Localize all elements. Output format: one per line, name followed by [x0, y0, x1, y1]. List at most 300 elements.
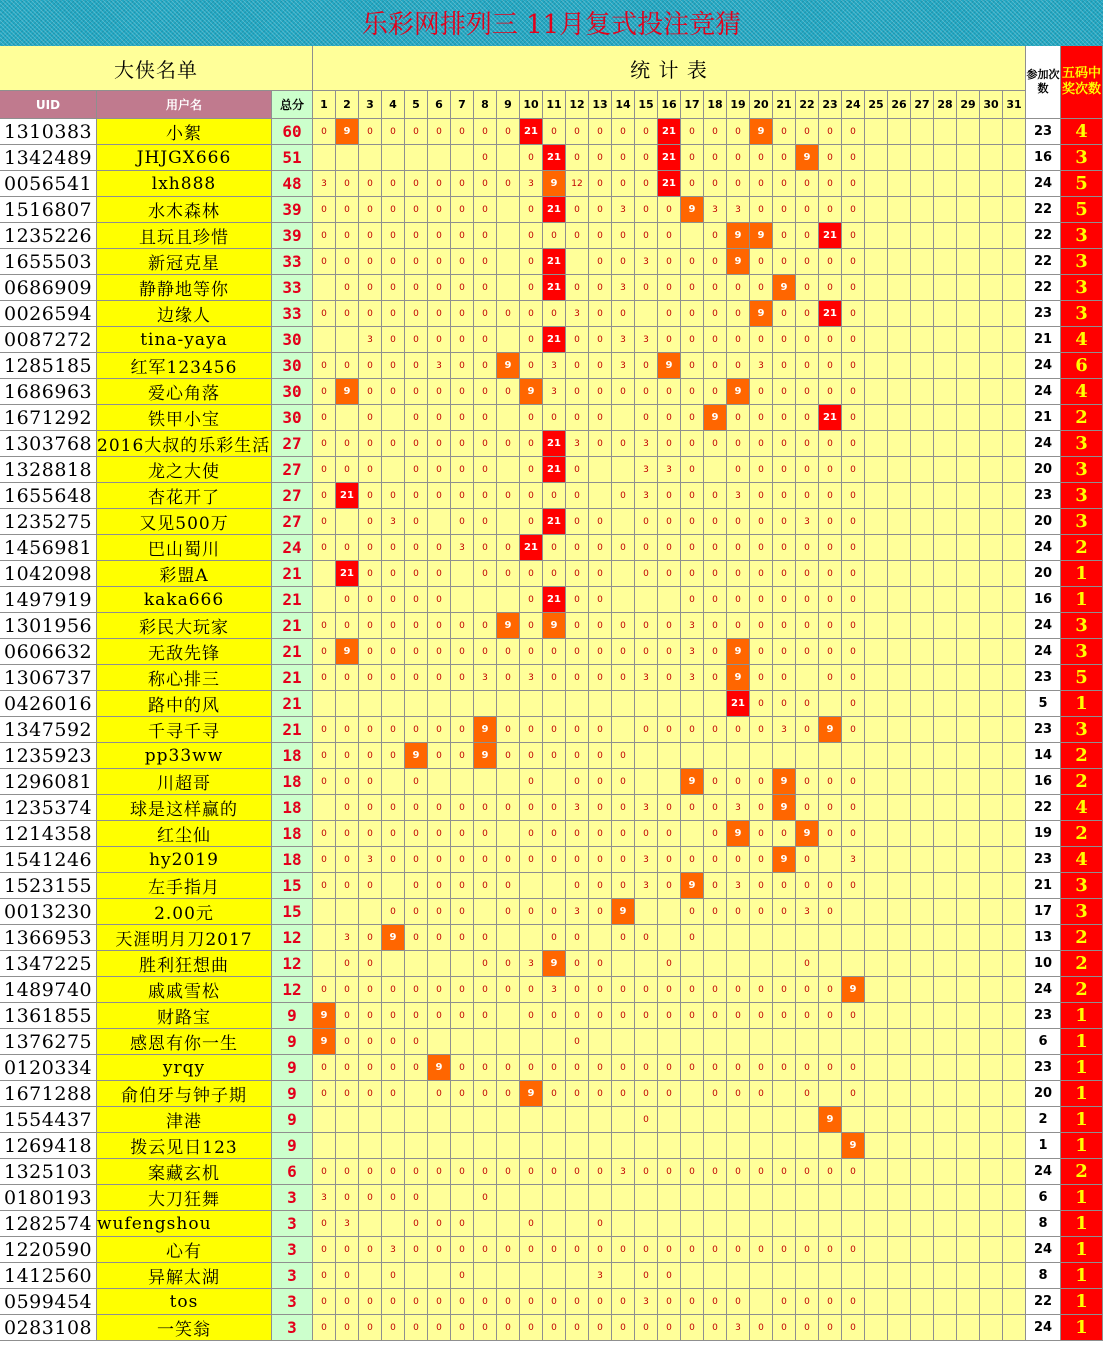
day-score-cell: 0 [474, 483, 497, 509]
day-score-cell [635, 587, 658, 613]
day-score-cell [704, 1211, 727, 1237]
day-score-cell [865, 1289, 888, 1315]
day-score-cell: 0 [681, 119, 704, 145]
day-score-cell: 0 [773, 691, 796, 717]
day-score-cell: 0 [681, 275, 704, 301]
day-score-cell [773, 1263, 796, 1289]
day-score-cell: 0 [796, 977, 819, 1003]
day-score-cell: 21 [819, 301, 842, 327]
day-score-cell [1003, 483, 1026, 509]
day-score-cell: 0 [336, 223, 359, 249]
day-score-cell: 0 [635, 1315, 658, 1341]
day-score-cell [566, 1107, 589, 1133]
total-score: 15 [272, 899, 313, 925]
day-score-cell: 0 [520, 327, 543, 353]
day-score-cell: 0 [474, 795, 497, 821]
day-score-cell [934, 1211, 957, 1237]
participation-count: 24 [1026, 613, 1061, 639]
day-score-cell: 0 [566, 769, 589, 795]
day-score-cell: 0 [704, 1081, 727, 1107]
day-score-cell [819, 1081, 842, 1107]
wins-count: 4 [1061, 119, 1103, 145]
day-score-cell [520, 691, 543, 717]
day-score-cell: 0 [474, 145, 497, 171]
day-score-cell [566, 1185, 589, 1211]
day-score-cell: 0 [382, 119, 405, 145]
day-score-cell [911, 1159, 934, 1185]
day-score-cell [681, 951, 704, 977]
day-score-cell: 0 [612, 639, 635, 665]
day-score-cell: 0 [796, 1081, 819, 1107]
day-score-cell [911, 379, 934, 405]
day-header: 2 [336, 91, 359, 119]
day-score-cell: 0 [612, 249, 635, 275]
day-score-cell [474, 587, 497, 613]
day-score-cell: 0 [842, 301, 865, 327]
day-score-cell [980, 977, 1003, 1003]
day-score-cell: 0 [336, 1315, 359, 1341]
participation-count: 24 [1026, 353, 1061, 379]
day-score-cell: 0 [819, 171, 842, 197]
day-score-cell [911, 665, 934, 691]
day-score-cell: 0 [336, 1289, 359, 1315]
day-score-cell [888, 847, 911, 873]
day-score-cell: 0 [750, 1315, 773, 1341]
day-score-cell: 0 [773, 1315, 796, 1341]
day-score-cell [888, 301, 911, 327]
day-score-cell [382, 1107, 405, 1133]
day-score-cell: 3 [382, 509, 405, 535]
user-uid: 0056541 [0, 171, 97, 197]
day-score-cell [1003, 639, 1026, 665]
day-score-cell [911, 249, 934, 275]
day-score-cell: 0 [405, 925, 428, 951]
day-score-cell [888, 249, 911, 275]
day-score-cell [865, 587, 888, 613]
participation-count: 22 [1026, 275, 1061, 301]
day-score-cell: 0 [773, 223, 796, 249]
user-uid: 1235374 [0, 795, 97, 821]
day-score-cell [934, 821, 957, 847]
day-score-cell: 0 [704, 1003, 727, 1029]
day-score-cell [911, 1107, 934, 1133]
day-score-cell [704, 1107, 727, 1133]
participation-count: 8 [1026, 1211, 1061, 1237]
day-score-cell: 0 [681, 1003, 704, 1029]
day-score-cell: 0 [819, 457, 842, 483]
day-header: 4 [382, 91, 405, 119]
day-score-cell [980, 301, 1003, 327]
day-score-cell: 0 [727, 1237, 750, 1263]
day-score-cell: 0 [474, 1055, 497, 1081]
day-score-cell: 0 [451, 119, 474, 145]
day-score-cell [1003, 1159, 1026, 1185]
day-score-cell: 0 [359, 821, 382, 847]
participation-count: 6 [1026, 1029, 1061, 1055]
day-score-cell: 0 [589, 119, 612, 145]
participation-count: 23 [1026, 301, 1061, 327]
day-score-cell: 0 [704, 379, 727, 405]
day-score-cell: 0 [773, 197, 796, 223]
day-score-cell [911, 327, 934, 353]
day-score-cell: 0 [773, 301, 796, 327]
day-score-cell: 0 [681, 535, 704, 561]
total-score: 6 [272, 1159, 313, 1185]
wins-count: 1 [1061, 1211, 1103, 1237]
day-score-cell: 0 [497, 171, 520, 197]
day-score-cell: 0 [359, 1237, 382, 1263]
day-score-cell: 0 [566, 587, 589, 613]
day-score-cell [819, 951, 842, 977]
day-score-cell: 0 [842, 795, 865, 821]
day-score-cell: 0 [543, 561, 566, 587]
day-score-cell: 0 [474, 951, 497, 977]
day-score-cell [681, 1107, 704, 1133]
day-score-cell: 0 [405, 1315, 428, 1341]
day-score-cell [543, 1029, 566, 1055]
day-score-cell [612, 405, 635, 431]
day-score-cell: 0 [405, 197, 428, 223]
day-score-cell: 0 [727, 1289, 750, 1315]
day-score-cell: 0 [635, 821, 658, 847]
day-score-cell: 0 [336, 197, 359, 223]
day-score-cell [1003, 275, 1026, 301]
day-score-cell [1003, 1315, 1026, 1341]
day-score-cell [888, 639, 911, 665]
day-score-cell: 0 [382, 431, 405, 457]
day-score-cell: 0 [727, 275, 750, 301]
day-score-cell [382, 951, 405, 977]
day-score-cell: 0 [750, 1159, 773, 1185]
day-score-cell [313, 899, 336, 925]
day-score-cell [497, 1133, 520, 1159]
day-score-cell: 0 [382, 301, 405, 327]
day-score-cell: 0 [474, 1185, 497, 1211]
day-score-cell [865, 665, 888, 691]
day-score-cell: 3 [520, 951, 543, 977]
day-score-cell: 0 [313, 223, 336, 249]
day-score-cell: 0 [842, 769, 865, 795]
day-score-cell: 9 [405, 743, 428, 769]
day-score-cell: 9 [750, 119, 773, 145]
user-name: lxh888 [97, 171, 272, 197]
day-score-cell: 0 [589, 1289, 612, 1315]
day-score-cell: 0 [589, 379, 612, 405]
day-score-cell [888, 1185, 911, 1211]
day-score-cell [957, 1185, 980, 1211]
day-score-cell [1003, 405, 1026, 431]
day-score-cell: 9 [382, 925, 405, 951]
day-score-cell: 0 [635, 561, 658, 587]
day-score-cell: 0 [405, 769, 428, 795]
day-score-cell [865, 197, 888, 223]
user-name: 2016大叔的乐彩生活 [97, 431, 272, 457]
day-score-cell: 0 [543, 483, 566, 509]
day-score-cell: 0 [750, 145, 773, 171]
day-score-cell [888, 561, 911, 587]
user-uid: 0180193 [0, 1185, 97, 1211]
day-score-cell: 0 [589, 977, 612, 1003]
day-score-cell: 0 [451, 743, 474, 769]
day-score-cell: 3 [727, 873, 750, 899]
day-score-cell: 0 [704, 873, 727, 899]
wins-count: 3 [1061, 145, 1103, 171]
day-score-cell: 0 [497, 1055, 520, 1081]
day-score-cell: 0 [497, 795, 520, 821]
day-score-cell: 3 [313, 171, 336, 197]
day-score-cell: 0 [497, 665, 520, 691]
day-score-cell: 0 [819, 379, 842, 405]
stats-header: 统 计 表 [313, 46, 1026, 91]
day-score-cell [750, 1029, 773, 1055]
day-score-cell: 0 [796, 379, 819, 405]
day-score-cell: 0 [750, 327, 773, 353]
day-score-cell: 0 [842, 171, 865, 197]
day-score-cell: 0 [451, 1159, 474, 1185]
day-score-cell [980, 951, 1003, 977]
wins-count: 4 [1061, 795, 1103, 821]
user-uid: 1516807 [0, 197, 97, 223]
day-score-cell: 0 [520, 899, 543, 925]
user-name: pp33ww [97, 743, 272, 769]
day-score-cell: 0 [658, 795, 681, 821]
day-score-cell: 3 [382, 1237, 405, 1263]
day-score-cell: 0 [543, 1003, 566, 1029]
day-score-cell: 0 [313, 353, 336, 379]
day-score-cell: 0 [773, 1237, 796, 1263]
day-score-cell [750, 925, 773, 951]
day-score-cell: 0 [589, 171, 612, 197]
day-score-cell: 0 [727, 847, 750, 873]
day-score-cell [497, 197, 520, 223]
user-name: 天涯明月刀2017 [97, 925, 272, 951]
day-score-cell: 21 [658, 119, 681, 145]
day-score-cell [957, 509, 980, 535]
day-score-cell: 0 [750, 249, 773, 275]
day-score-cell [865, 717, 888, 743]
day-score-cell: 0 [589, 1003, 612, 1029]
day-score-cell: 0 [796, 951, 819, 977]
day-score-cell [957, 353, 980, 379]
day-score-cell: 0 [382, 197, 405, 223]
day-score-cell [1003, 1003, 1026, 1029]
day-score-cell: 0 [428, 639, 451, 665]
day-header: 7 [451, 91, 474, 119]
day-score-cell: 0 [658, 561, 681, 587]
day-score-cell: 0 [727, 119, 750, 145]
day-header: 30 [980, 91, 1003, 119]
day-score-cell: 0 [658, 1315, 681, 1341]
day-score-cell: 0 [520, 639, 543, 665]
day-score-cell: 9 [773, 795, 796, 821]
day-score-cell: 0 [704, 977, 727, 1003]
day-score-cell [359, 899, 382, 925]
day-score-cell [451, 691, 474, 717]
total-score: 51 [272, 145, 313, 171]
day-score-cell [589, 691, 612, 717]
day-score-cell: 0 [359, 353, 382, 379]
user-name: 边缘人 [97, 301, 272, 327]
day-score-cell: 0 [796, 119, 819, 145]
day-score-cell [428, 1185, 451, 1211]
day-score-cell [1003, 171, 1026, 197]
day-score-cell: 0 [405, 405, 428, 431]
day-score-cell [819, 1211, 842, 1237]
user-uid: 1342489 [0, 145, 97, 171]
day-score-cell [612, 561, 635, 587]
day-score-cell: 0 [727, 587, 750, 613]
user-name: 千寻千寻 [97, 717, 272, 743]
day-score-cell: 3 [796, 899, 819, 925]
day-score-cell [727, 925, 750, 951]
day-score-cell [1003, 327, 1026, 353]
day-score-cell: 0 [727, 405, 750, 431]
user-uid: 0087272 [0, 327, 97, 353]
total-score: 27 [272, 431, 313, 457]
day-score-cell [727, 743, 750, 769]
day-score-cell: 0 [359, 717, 382, 743]
day-score-cell: 0 [405, 1185, 428, 1211]
day-score-cell [957, 405, 980, 431]
day-score-cell [658, 743, 681, 769]
day-score-cell: 0 [589, 769, 612, 795]
day-score-cell: 0 [704, 1315, 727, 1341]
participation-count: 24 [1026, 171, 1061, 197]
day-score-cell: 0 [750, 483, 773, 509]
day-score-cell: 0 [727, 431, 750, 457]
day-score-cell: 0 [589, 145, 612, 171]
day-score-cell [704, 1263, 727, 1289]
day-score-cell: 0 [405, 483, 428, 509]
participation-count: 23 [1026, 665, 1061, 691]
day-score-cell: 0 [313, 197, 336, 223]
user-uid: 1523155 [0, 873, 97, 899]
day-score-cell: 0 [796, 769, 819, 795]
day-score-cell: 0 [658, 405, 681, 431]
day-score-cell: 3 [727, 483, 750, 509]
day-score-cell: 0 [566, 405, 589, 431]
user-uid: 1497919 [0, 587, 97, 613]
day-score-cell: 0 [451, 431, 474, 457]
day-score-cell: 0 [750, 535, 773, 561]
day-score-cell: 0 [520, 847, 543, 873]
day-score-cell: 0 [612, 847, 635, 873]
day-score-cell: 0 [382, 327, 405, 353]
day-score-cell: 0 [451, 977, 474, 1003]
day-score-cell [980, 1263, 1003, 1289]
day-score-cell: 0 [405, 431, 428, 457]
day-score-cell: 0 [382, 1081, 405, 1107]
day-score-cell: 0 [796, 1315, 819, 1341]
day-score-cell: 0 [566, 145, 589, 171]
day-score-cell: 0 [612, 301, 635, 327]
day-score-cell: 0 [543, 405, 566, 431]
day-score-cell: 0 [589, 509, 612, 535]
day-score-cell: 0 [589, 275, 612, 301]
day-score-cell [313, 327, 336, 353]
user-name: 戚戚雪松 [97, 977, 272, 1003]
day-score-cell: 0 [520, 249, 543, 275]
day-score-cell [957, 1263, 980, 1289]
wins-count: 1 [1061, 1237, 1103, 1263]
day-score-cell: 21 [543, 431, 566, 457]
day-score-cell: 0 [842, 379, 865, 405]
day-score-cell [911, 795, 934, 821]
day-header: 25 [865, 91, 888, 119]
day-score-cell: 0 [566, 821, 589, 847]
day-score-cell [980, 145, 1003, 171]
day-score-cell [520, 1029, 543, 1055]
day-score-cell [1003, 821, 1026, 847]
total-score: 18 [272, 821, 313, 847]
day-score-cell: 0 [773, 327, 796, 353]
day-score-cell: 0 [750, 457, 773, 483]
day-score-cell: 0 [842, 1289, 865, 1315]
day-score-cell: 0 [589, 951, 612, 977]
day-score-cell: 0 [520, 405, 543, 431]
day-score-cell: 0 [543, 639, 566, 665]
day-header: 16 [658, 91, 681, 119]
day-score-cell [934, 197, 957, 223]
day-score-cell [796, 925, 819, 951]
day-score-cell [497, 457, 520, 483]
day-score-cell [911, 1289, 934, 1315]
day-score-cell: 0 [819, 795, 842, 821]
day-score-cell: 0 [727, 353, 750, 379]
day-score-cell: 0 [359, 925, 382, 951]
day-score-cell: 0 [727, 457, 750, 483]
day-score-cell [980, 379, 1003, 405]
day-score-cell [612, 717, 635, 743]
day-score-cell: 0 [451, 171, 474, 197]
wins-count: 1 [1061, 1055, 1103, 1081]
day-score-cell [1003, 1185, 1026, 1211]
day-score-cell [957, 223, 980, 249]
participation-count: 22 [1026, 197, 1061, 223]
day-score-cell: 0 [819, 665, 842, 691]
day-score-cell: 0 [359, 171, 382, 197]
day-score-cell: 0 [658, 275, 681, 301]
participation-count: 13 [1026, 925, 1061, 951]
day-score-cell [980, 171, 1003, 197]
day-score-cell: 0 [543, 899, 566, 925]
day-score-cell [957, 873, 980, 899]
day-score-cell: 0 [842, 119, 865, 145]
day-score-cell: 9 [842, 1133, 865, 1159]
day-score-cell: 0 [497, 535, 520, 561]
day-score-cell: 0 [359, 1055, 382, 1081]
day-score-cell: 9 [750, 301, 773, 327]
day-score-cell: 0 [589, 353, 612, 379]
day-score-cell: 0 [336, 1081, 359, 1107]
user-name: 又见500万 [97, 509, 272, 535]
user-uid: 1285185 [0, 353, 97, 379]
day-score-cell: 0 [359, 405, 382, 431]
day-score-cell: 0 [566, 223, 589, 249]
day-score-cell [382, 769, 405, 795]
day-score-cell [865, 535, 888, 561]
day-score-cell [865, 561, 888, 587]
day-score-cell [980, 665, 1003, 691]
page-title: 乐彩网排列三 11月复式投注竞猜 [361, 10, 742, 40]
day-score-cell: 0 [612, 1081, 635, 1107]
participation-count: 20 [1026, 1081, 1061, 1107]
participation-count: 24 [1026, 639, 1061, 665]
day-score-cell: 0 [635, 509, 658, 535]
day-score-cell [405, 951, 428, 977]
day-score-cell [1003, 509, 1026, 535]
day-score-cell [865, 1211, 888, 1237]
